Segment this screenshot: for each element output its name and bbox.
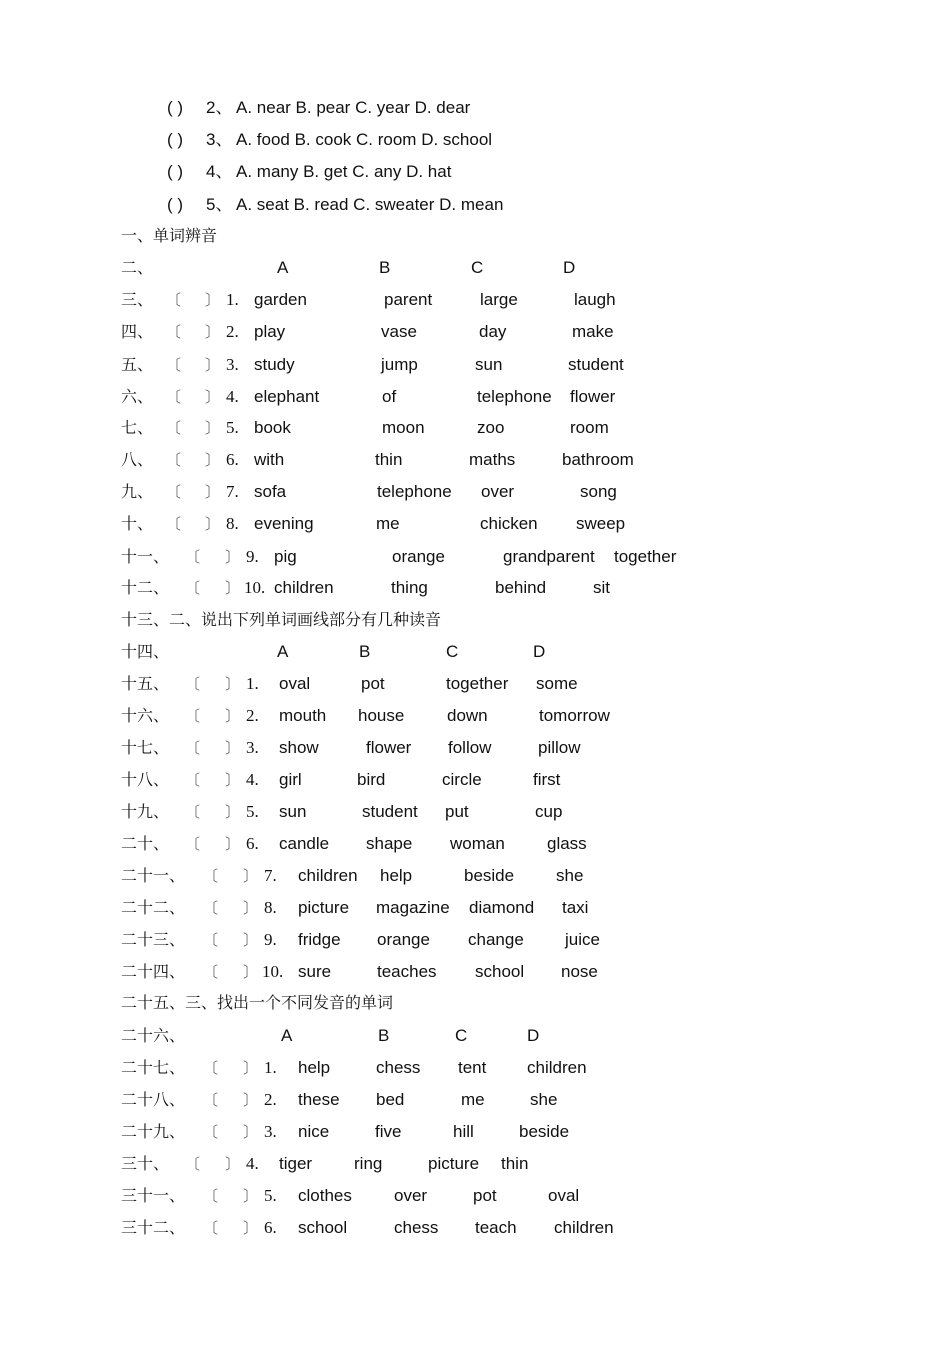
question-options: A. seat B. read C. sweater D. mean — [236, 195, 504, 214]
option-a-word: these — [298, 1090, 340, 1109]
row-label: 二十六、 — [121, 1026, 186, 1045]
option-a-word: children — [298, 866, 358, 885]
answer-bracket-open[interactable]: 〔 — [166, 323, 182, 341]
column-header-c: C — [446, 642, 459, 661]
answer-bracket-open[interactable]: 〔 — [185, 803, 201, 821]
row-label: 二十二、 — [121, 898, 186, 917]
answer-bracket-open[interactable]: 〔 — [185, 1155, 201, 1173]
option-a-word: play — [254, 322, 286, 341]
option-a-word: fridge — [298, 930, 341, 949]
option-b-word: teaches — [377, 962, 437, 981]
question-number: 3. — [226, 355, 239, 374]
option-d-word: children — [554, 1218, 614, 1237]
answer-bracket-open[interactable]: 〔 — [166, 483, 182, 501]
option-c-word: large — [480, 290, 518, 309]
question-number: 6. — [264, 1218, 277, 1237]
option-a-word: sure — [298, 962, 332, 981]
row-label: 二、 — [121, 258, 154, 277]
option-a-word: garden — [254, 290, 307, 309]
question-options: A. food B. cook C. room D. school — [236, 130, 493, 149]
question-number: 8. — [264, 898, 277, 917]
question-number: 4、 — [206, 162, 233, 181]
answer-bracket-open[interactable]: 〔 — [185, 579, 201, 597]
row-label: 十、 — [121, 514, 154, 533]
question-number: 1. — [246, 674, 259, 693]
answer-parentheses: ( ) — [167, 98, 184, 117]
option-c-word: school — [475, 962, 525, 981]
column-header-c: C — [455, 1026, 468, 1045]
question-options: A. near B. pear C. year D. dear — [236, 98, 471, 117]
answer-bracket-open[interactable]: 〔 — [185, 835, 201, 853]
option-a-word: book — [254, 418, 291, 437]
option-a-word: elephant — [254, 387, 320, 406]
option-b-word: pot — [361, 674, 385, 693]
answer-bracket-close[interactable]: 〕 — [225, 771, 241, 789]
option-c-word: grandparent — [503, 547, 595, 566]
row-label: 四、 — [121, 322, 154, 341]
answer-bracket-close[interactable]: 〕 — [225, 579, 241, 597]
answer-bracket-open[interactable]: 〔 — [166, 356, 182, 374]
answer-bracket-open[interactable]: 〔 — [203, 1059, 219, 1077]
option-b-word: help — [380, 866, 413, 885]
answer-bracket-close[interactable]: 〕 — [205, 483, 221, 501]
option-d-word: first — [533, 770, 561, 789]
option-d-word: children — [527, 1058, 587, 1077]
row-label: 十二、 — [121, 578, 170, 597]
option-d-word: flower — [570, 387, 616, 406]
option-c-word: beside — [464, 866, 515, 885]
answer-bracket-close[interactable]: 〕 — [205, 419, 221, 437]
question-number: 9. — [246, 547, 259, 566]
answer-bracket-open[interactable]: 〔 — [203, 963, 219, 981]
column-header-a: A — [277, 258, 289, 277]
answer-bracket-open[interactable]: 〔 — [185, 548, 201, 566]
option-b-word: ring — [354, 1154, 383, 1173]
row-label: 二十七、 — [121, 1058, 186, 1077]
answer-bracket-close[interactable]: 〕 — [225, 675, 241, 693]
question-number: 4. — [226, 387, 239, 406]
option-b-word: jump — [381, 355, 418, 374]
option-b-word: thin — [375, 450, 403, 469]
answer-bracket-close[interactable]: 〕 — [205, 323, 221, 341]
option-d-word: student — [568, 355, 624, 374]
option-c-word: tent — [458, 1058, 487, 1077]
option-b-word: bed — [376, 1090, 405, 1109]
option-d-word: she — [556, 866, 584, 885]
section-heading: 十三、二、说出下列单词画线部分有几种读音 — [121, 610, 442, 629]
option-c-word: picture — [428, 1154, 480, 1173]
option-c-word: put — [445, 802, 469, 821]
answer-bracket-close[interactable]: 〕 — [205, 356, 221, 374]
row-label: 十九、 — [121, 802, 170, 821]
row-label: 十八、 — [121, 770, 170, 789]
column-header-b: B — [359, 642, 371, 661]
option-c-word: zoo — [477, 418, 505, 437]
option-a-word: show — [279, 738, 319, 757]
question-number: 6. — [226, 450, 239, 469]
option-d-word: pillow — [538, 738, 581, 757]
question-number: 1. — [264, 1058, 277, 1077]
option-d-word: glass — [547, 834, 587, 853]
question-number: 8. — [226, 514, 239, 533]
answer-bracket-open[interactable]: 〔 — [185, 675, 201, 693]
option-b-word: thing — [391, 578, 428, 597]
option-a-word: clothes — [298, 1186, 352, 1205]
option-d-word: laugh — [574, 290, 616, 309]
answer-bracket-close[interactable]: 〕 — [243, 1091, 259, 1109]
option-a-word: evening — [254, 514, 314, 533]
answer-bracket-open[interactable]: 〔 — [203, 1091, 219, 1109]
section-heading: 一、单词辨音 — [121, 226, 218, 245]
option-d-word: sit — [593, 578, 610, 597]
option-a-word: study — [254, 355, 295, 374]
answer-bracket-open[interactable]: 〔 — [203, 1219, 219, 1237]
option-b-word: orange — [377, 930, 430, 949]
option-c-word: me — [461, 1090, 485, 1109]
row-label: 二十、 — [121, 834, 170, 853]
option-d-word: bathroom — [562, 450, 634, 469]
answer-bracket-open[interactable]: 〔 — [203, 1187, 219, 1205]
option-a-word: sun — [279, 802, 307, 821]
answer-bracket-close[interactable]: 〕 — [243, 899, 259, 917]
option-b-word: flower — [366, 738, 412, 757]
option-b-word: orange — [392, 547, 445, 566]
answer-parentheses: ( ) — [167, 130, 184, 149]
row-label: 五、 — [121, 355, 154, 374]
question-number: 10. — [262, 962, 284, 981]
option-c-word: circle — [442, 770, 482, 789]
answer-bracket-open[interactable]: 〔 — [185, 739, 201, 757]
option-d-word: thin — [501, 1154, 529, 1173]
option-d-word: tomorrow — [539, 706, 610, 725]
column-header-c: C — [471, 258, 484, 277]
row-label: 二十一、 — [121, 866, 186, 885]
option-c-word: chicken — [480, 514, 538, 533]
answer-parentheses: ( ) — [167, 162, 184, 181]
option-c-word: pot — [473, 1186, 497, 1205]
answer-bracket-open[interactable]: 〔 — [166, 451, 182, 469]
question-number: 3. — [264, 1122, 277, 1141]
question-number: 2. — [246, 706, 259, 725]
column-header-a: A — [277, 642, 289, 661]
answer-bracket-close[interactable]: 〕 — [243, 867, 259, 885]
question-number: 3. — [246, 738, 259, 757]
option-b-word: parent — [384, 290, 433, 309]
answer-bracket-close[interactable]: 〕 — [205, 291, 221, 309]
answer-bracket-close[interactable]: 〕 — [205, 515, 221, 533]
option-d-word: juice — [565, 930, 600, 949]
option-d-word: some — [536, 674, 578, 693]
option-b-word: chess — [394, 1218, 439, 1237]
option-b-word: moon — [382, 418, 425, 437]
option-c-word: diamond — [469, 898, 535, 917]
answer-bracket-open[interactable]: 〔 — [166, 419, 182, 437]
option-d-word: beside — [519, 1122, 570, 1141]
option-d-word: taxi — [562, 898, 589, 917]
answer-bracket-open[interactable]: 〔 — [203, 1123, 219, 1141]
answer-parentheses: ( ) — [167, 195, 184, 214]
answer-bracket-open[interactable]: 〔 — [203, 867, 219, 885]
option-a-word: help — [298, 1058, 331, 1077]
row-label: 二十四、 — [121, 962, 186, 981]
row-label: 九、 — [121, 482, 154, 501]
column-header-b: B — [378, 1026, 390, 1045]
option-b-word: five — [375, 1122, 402, 1141]
question-number: 4. — [246, 1154, 259, 1173]
option-b-word: house — [358, 706, 405, 725]
answer-bracket-close[interactable]: 〕 — [243, 931, 259, 949]
option-c-word: day — [479, 322, 507, 341]
answer-bracket-close[interactable]: 〕 — [243, 963, 259, 981]
column-header-d: D — [563, 258, 576, 277]
option-a-word: girl — [279, 770, 302, 789]
option-c-word: maths — [469, 450, 516, 469]
option-b-word: student — [362, 802, 418, 821]
row-label: 十六、 — [121, 706, 170, 725]
question-number: 4. — [246, 770, 259, 789]
option-d-word: sweep — [576, 514, 626, 533]
option-d-word: together — [614, 547, 677, 566]
question-number: 5、 — [206, 195, 233, 214]
answer-bracket-close[interactable]: 〕 — [205, 388, 221, 406]
answer-bracket-close[interactable]: 〕 — [225, 707, 241, 725]
option-a-word: school — [298, 1218, 348, 1237]
row-label: 十一、 — [121, 547, 170, 566]
answer-bracket-close[interactable]: 〕 — [243, 1123, 259, 1141]
column-header-d: D — [527, 1026, 540, 1045]
option-c-word: telephone — [477, 387, 552, 406]
option-a-word: oval — [279, 674, 311, 693]
option-b-word: me — [376, 514, 400, 533]
option-d-word: oval — [548, 1186, 580, 1205]
question-number: 7. — [226, 482, 239, 501]
question-number: 6. — [246, 834, 259, 853]
row-label: 二十三、 — [121, 930, 186, 949]
option-c-word: down — [447, 706, 488, 725]
answer-bracket-close[interactable]: 〕 — [243, 1187, 259, 1205]
answer-bracket-open[interactable]: 〔 — [166, 388, 182, 406]
row-label: 十四、 — [121, 642, 170, 661]
column-header-a: A — [281, 1026, 293, 1045]
option-c-word: follow — [448, 738, 492, 757]
option-a-word: picture — [298, 898, 350, 917]
answer-bracket-close[interactable]: 〕 — [205, 451, 221, 469]
row-label: 八、 — [121, 450, 154, 469]
answer-bracket-open[interactable]: 〔 — [166, 515, 182, 533]
option-a-word: candle — [279, 834, 330, 853]
row-label: 三十一、 — [121, 1186, 186, 1205]
option-c-word: hill — [453, 1122, 474, 1141]
question-number: 9. — [264, 930, 277, 949]
option-d-word: nose — [561, 962, 598, 981]
column-header-b: B — [379, 258, 391, 277]
question-number: 5. — [246, 802, 259, 821]
question-number: 5. — [226, 418, 239, 437]
row-label: 七、 — [121, 418, 154, 437]
option-a-word: sofa — [254, 482, 287, 501]
answer-bracket-close[interactable]: 〕 — [225, 803, 241, 821]
option-b-word: over — [394, 1186, 428, 1205]
answer-bracket-close[interactable]: 〕 — [243, 1059, 259, 1077]
answer-bracket-open[interactable]: 〔 — [185, 707, 201, 725]
row-label: 三、 — [121, 290, 154, 309]
option-b-word: telephone — [377, 482, 452, 501]
question-number: 10. — [244, 578, 266, 597]
answer-bracket-close[interactable]: 〕 — [243, 1219, 259, 1237]
answer-bracket-close[interactable]: 〕 — [225, 548, 241, 566]
option-b-word: of — [382, 387, 397, 406]
option-b-word: bird — [357, 770, 386, 789]
row-label: 三十、 — [121, 1154, 170, 1173]
question-number: 7. — [264, 866, 277, 885]
option-b-word: vase — [381, 322, 417, 341]
question-number: 2. — [226, 322, 239, 341]
option-a-word: with — [254, 450, 285, 469]
option-c-word: woman — [450, 834, 505, 853]
row-label: 十七、 — [121, 738, 170, 757]
answer-bracket-close[interactable]: 〕 — [225, 835, 241, 853]
option-a-word: mouth — [279, 706, 327, 725]
option-c-word: sun — [475, 355, 503, 374]
option-b-word: chess — [376, 1058, 421, 1077]
column-header-d: D — [533, 642, 546, 661]
option-a-word: tiger — [279, 1154, 313, 1173]
question-number: 5. — [264, 1186, 277, 1205]
option-d-word: song — [580, 482, 617, 501]
option-a-word: children — [274, 578, 334, 597]
section-heading: 二十五、三、找出一个不同发音的单词 — [121, 993, 394, 1012]
option-d-word: she — [530, 1090, 558, 1109]
question-options: A. many B. get C. any D. hat — [236, 162, 452, 181]
question-number: 2、 — [206, 98, 233, 117]
row-label: 二十八、 — [121, 1090, 186, 1109]
question-number: 2. — [264, 1090, 277, 1109]
option-a-word: nice — [298, 1122, 330, 1141]
answer-bracket-open[interactable]: 〔 — [166, 291, 182, 309]
option-a-word: pig — [274, 547, 297, 566]
option-b-word: magazine — [376, 898, 450, 917]
row-label: 三十二、 — [121, 1218, 186, 1237]
question-number: 3、 — [206, 130, 233, 149]
row-label: 十五、 — [121, 674, 170, 693]
answer-bracket-open[interactable]: 〔 — [185, 771, 201, 789]
option-c-word: behind — [495, 578, 547, 597]
row-label: 二十九、 — [121, 1122, 186, 1141]
option-c-word: teach — [475, 1218, 517, 1237]
question-number: 1. — [226, 290, 239, 309]
option-b-word: shape — [366, 834, 413, 853]
answer-bracket-close[interactable]: 〕 — [225, 1155, 241, 1173]
option-c-word: change — [468, 930, 524, 949]
option-d-word: cup — [535, 802, 563, 821]
answer-bracket-close[interactable]: 〕 — [225, 739, 241, 757]
option-c-word: over — [481, 482, 515, 501]
option-c-word: together — [446, 674, 509, 693]
answer-bracket-open[interactable]: 〔 — [203, 931, 219, 949]
option-d-word: make — [572, 322, 614, 341]
row-label: 六、 — [121, 387, 154, 406]
option-d-word: room — [570, 418, 609, 437]
answer-bracket-open[interactable]: 〔 — [203, 899, 219, 917]
